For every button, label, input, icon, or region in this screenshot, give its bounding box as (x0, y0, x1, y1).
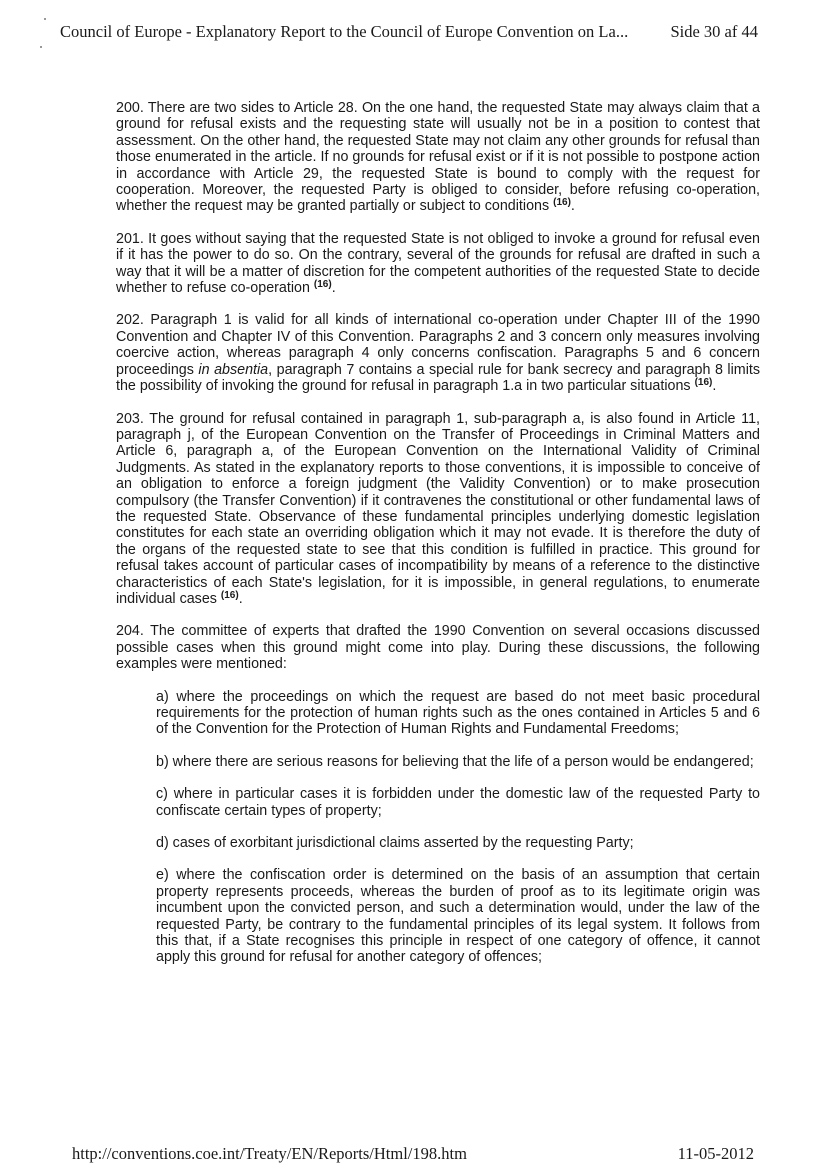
paragraph-200: 200. There are two sides to Article 28. On the one hand, the requested State may always claim that a ground for refusal exists and the requesting state will usually not be in a position to contest that assessment. On the other hand, the requested State may not claim any other grounds for refusal than those enumerated in the article. If no grounds for refusal exist or if it is not possible to postpone action in accordance with Article 29, the requested State is bound to comply with the request for cooperation. Moreover, the requested Party is obliged to consider, before refusing co-operation, whether the request may be granted partially or subject to conditions $^{(16)}$. (116, 100, 760, 215)
scan-speck (40, 46, 42, 48)
report-body (116, 100, 760, 982)
examples-list (156, 689, 760, 966)
footer-url[interactable]: http://conventions.coe.int/Treaty/EN/Reports/Html/198.htm (72, 1144, 467, 1163)
list-item: e) where the confiscation order is determined on the basis of an assumption that certain property represents proceeds, whereas the burden of proof as to its legitimate origin was incumbent upon the convicted person, and such a determination would, under the law of the requested Party, be contrary to the fundamental principles of its legal system. It follows from this that, if a State recognises this principle in respect of one category of offence, it cannot apply this ground for refusal for another category of offences; (156, 867, 760, 966)
scan-speck (44, 18, 46, 20)
paragraph-202: 202. Paragraph 1 is valid for all kinds of international co-operation under Chapter III of the 1990 Convention and Chapter IV of this Convention. Paragraphs 2 and 3 concern only measures involving coercive action, whereas paragraph 4 only concerns confiscation. Paragraphs 5 and 6 concern proceedings in absentia, paragraph 7 contains a special rule for bank secrecy and paragraph 8 limits the possibility of invoking the ground for refusal in paragraph 1.a in two particular situations $^{(16)}$. (116, 312, 760, 395)
paragraph-203: 203. The ground for refusal contained in paragraph 1, sub-paragraph a, is also found in Article 11, paragraph j, of the European Convention on the Transfer of Proceedings in Criminal Matters and Article 6, paragraph a, of the European Convention on the International Validity of Criminal Judgments. As stated in the explanatory reports to those conventions, it is impossible to conceive of an obligation to enforce a foreign judgment (the Validity Convention) or to make prosecution compulsory (the Transfer Convention) if it contravenes the constitutional or other fundamental laws of the requested State. Observance of these fundamental principles underlying domestic legislation constitutes for each state an overriding obligation which it may not evade. It is therefore the duty of the organs of the requested state to see that this condition is fulfilled in practice. This ground for refusal takes account of particular cases of incompatibility by means of a reference to the distinctive characteristics of each State's legislation, for it is impossible, in general regulations, to enumerate individual cases $^{(16)}$. (116, 410, 760, 607)
italic-term: in absentia (198, 361, 269, 378)
footnote-ref[interactable]: (16) (313, 279, 332, 291)
list-item: b) where there are serious reasons for believing that the life of a person would be endangered; (156, 753, 754, 770)
page-header (60, 22, 758, 42)
list-item: a) where the proceedings on which the request are based do not meet basic procedural requirements for the protection of human rights such as the ones contained in Articles 5 and 6 of the Convention for the Protection of Human Rights and Fundamental Freedoms; (156, 688, 760, 738)
footnote-ref[interactable]: (16) (220, 589, 239, 601)
footnote-ref[interactable]: (16) (553, 197, 571, 209)
header-title: Council of Europe - Explanatory Report to the Council of Europe Convention on La... (60, 22, 629, 41)
paragraph-201: 201. It goes without saying that the requested State is not obliged to invoke a ground for refusal even if it has the power to do so. On the contrary, several of the grounds for refusal are drafted in such a way that it will be a matter of discretion for the competent authorities of the requested State to decide whether to refuse co-operation $^{(16)}$. (116, 230, 760, 297)
list-item: d) cases of exorbitant jurisdictional claims asserted by the requesting Party; (156, 835, 634, 852)
footnote-ref[interactable]: (16) (694, 377, 713, 389)
list-item: c) where in particular cases it is forbidden under the domestic law of the requested Party to confiscate certain types of property; (156, 786, 760, 819)
page-footer (72, 1144, 754, 1164)
footer-date: 11-05-2012 (677, 1144, 754, 1163)
header-page-number: Side 30 af 44 (670, 22, 758, 41)
paragraph-204: 204. The committee of experts that drafted the 1990 Convention on several occasions discussed possible cases when this ground might come into play. During these discussions, the following examples were mentioned: (116, 623, 760, 673)
